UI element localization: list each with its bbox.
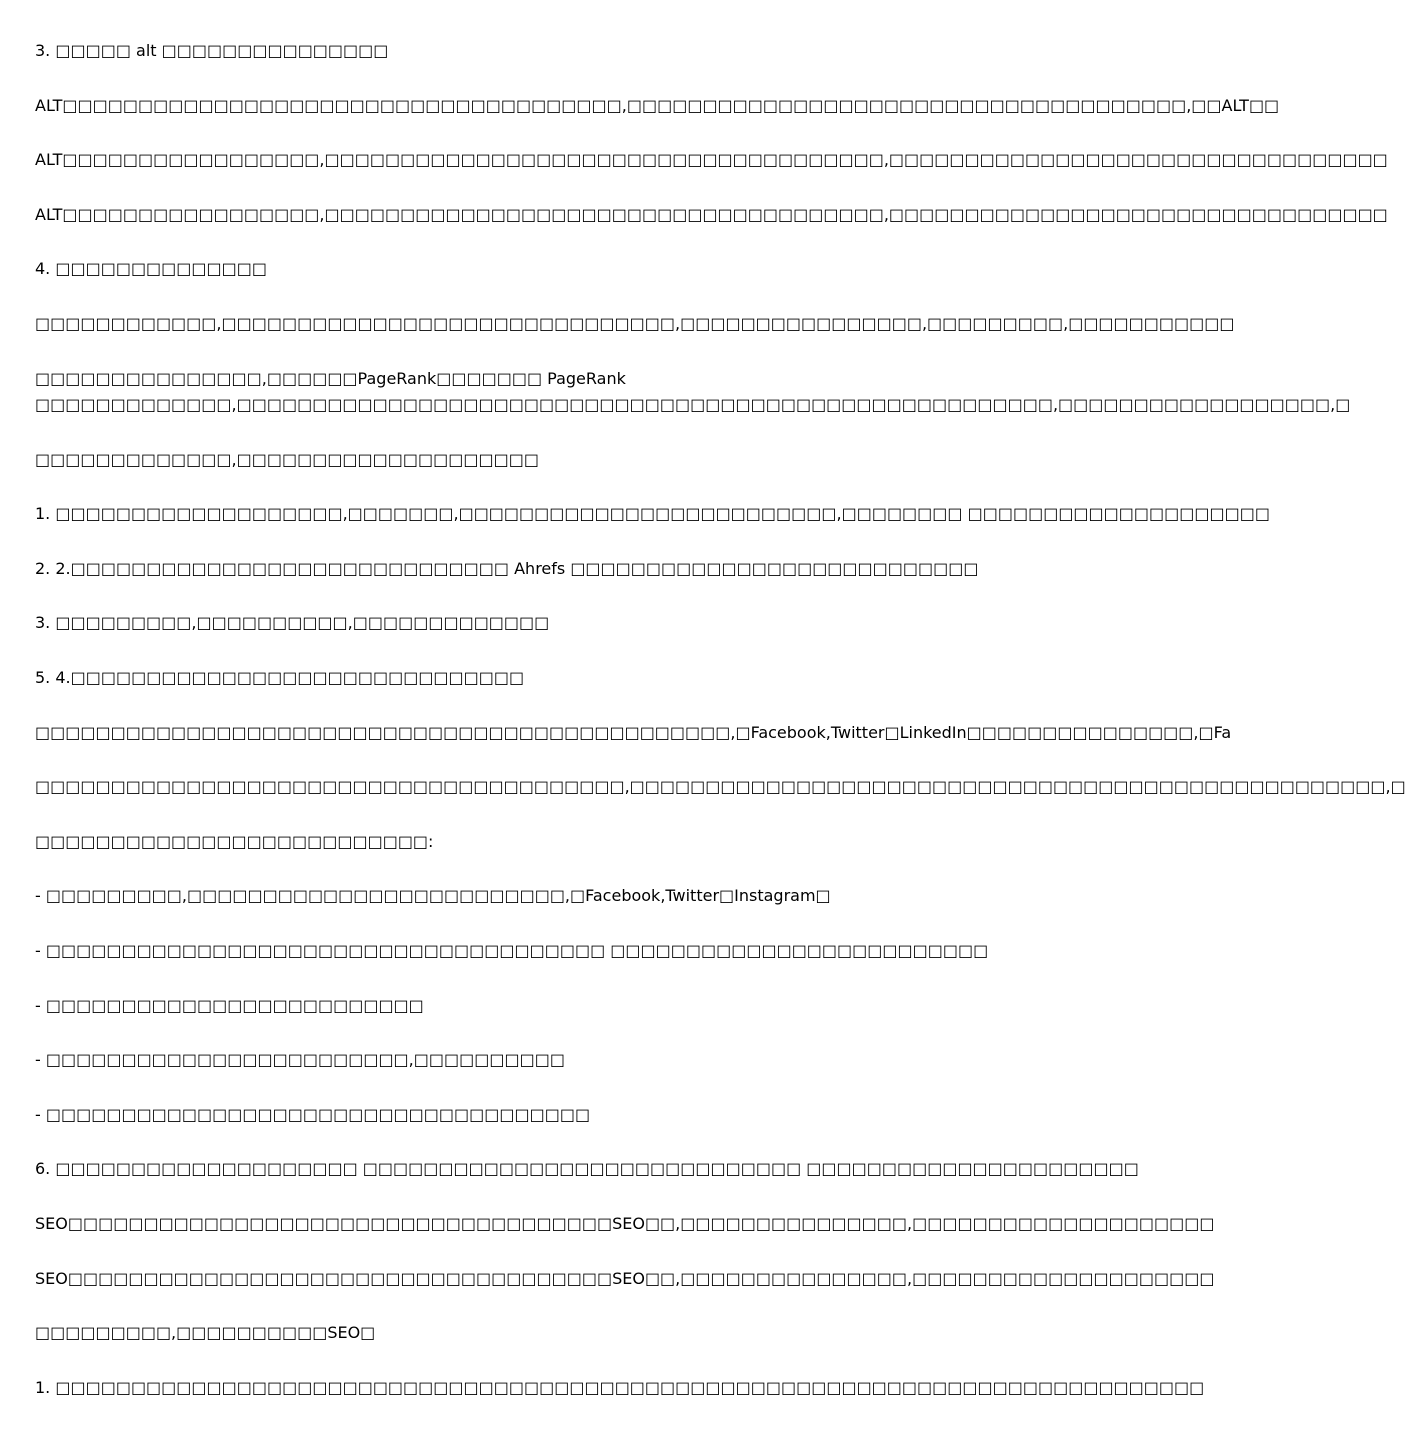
text-line: □□□□□□□□□□□□□□□□□□□□□□□□□□: [35,832,434,851]
text-line: □□□□□□□□□,□□□□□□□□□□SEO□ [35,1323,376,1342]
text-line: 2. 2.□□□□□□□□□□□□□□□□□□□□□□□□□□□□□ Ahrefs □□□□□□□□□□□□□□□□□□□□□□□□□□□ [35,559,979,578]
text-line: - □□□□□□□□□□□□□□□□□□□□□□□□□□□□□□□□□□□□□ □□□□□□□□□□□□□□□□□□□□□□□□□ [35,941,989,960]
text-line: - □□□□□□□□□□□□□□□□□□□□□□□□□ [35,996,424,1015]
text-line: SEO□□□□□□□□□□□□□□□□□□□□□□□□□□□□□□□□□□□□SEO□□,□□□□□□□□□□□□□□□,□□□□□□□□□□□□□□□□□□□□ [35,1214,1215,1233]
text-line: 5. 4.□□□□□□□□□□□□□□□□□□□□□□□□□□□□□□ [35,668,525,687]
text-line: □□□□□□□□□□□□□□□,□□□□□□PageRank□□□□□□□ PageRank [35,369,626,388]
text-line: 1. □□□□□□□□□□□□□□□□□□□□□□□□□□□□□□□□□□□□□□□□□□□□□□□□□□□□□□□□□□□□□□□□□□□□□□□□□□□□ [35,1378,1205,1397]
text-line: SEO□□□□□□□□□□□□□□□□□□□□□□□□□□□□□□□□□□□□SEO□□,□□□□□□□□□□□□□□□,□□□□□□□□□□□□□□□□□□□□ [35,1269,1215,1288]
text-line: ALT□□□□□□□□□□□□□□□□□□□□□□□□□□□□□□□□□□□□□,□□□□□□□□□□□□□□□□□□□□□□□□□□□□□□□□□□□□□,□□ALT□□ [35,96,1280,115]
text-line: 4. □□□□□□□□□□□□□□ [35,259,267,278]
text-line: 3. □□□□□ alt □□□□□□□□□□□□□□□ [35,41,389,60]
text-line: 3. □□□□□□□□□,□□□□□□□□□□,□□□□□□□□□□□□□ [35,613,550,632]
text-line: ALT□□□□□□□□□□□□□□□□□,□□□□□□□□□□□□□□□□□□□□□□□□□□□□□□□□□□□□□,□□□□□□□□□□□□□□□□□□□□□□□□□□□□□□□□□ [35,150,1388,169]
text-line: □□□□□□□□□□□□□□□□□□□□□□□□□□□□□□□□□□□□□□□,□□□□□□□□□□□□□□□□□□□□□□□□□□□□□□□□□□□□□□□□□□□□□□□□□□,□ [35,777,1406,796]
text-line: ALT□□□□□□□□□□□□□□□□□,□□□□□□□□□□□□□□□□□□□□□□□□□□□□□□□□□□□□□,□□□□□□□□□□□□□□□□□□□□□□□□□□□□□□□□□ [35,205,1388,224]
text-line: - □□□□□□□□□□□□□□□□□□□□□□□□□□□□□□□□□□□□ [35,1105,591,1124]
text-line: □□□□□□□□□□□□□,□□□□□□□□□□□□□□□□□□□□ [35,450,539,469]
document-page [35,0,1406,1449]
text-line: - □□□□□□□□□,□□□□□□□□□□□□□□□□□□□□□□□□□,□Facebook,Twitter□Instagram□ [35,886,831,905]
text-line: - □□□□□□□□□□□□□□□□□□□□□□□□,□□□□□□□□□□ [35,1050,565,1069]
text-line: 6. □□□□□□□□□□□□□□□□□□□□ □□□□□□□□□□□□□□□□□□□□□□□□□□□□□ □□□□□□□□□□□□□□□□□□□□□□ [35,1159,1139,1178]
text-line: □□□□□□□□□□□□□,□□□□□□□□□□□□□□□□□□□□□□□□□□□□□□□□□□□□□□□□□□□□□□□□□□□□□□,□□□□□□□□□□□□□□□□□□,□ [35,395,1351,414]
text-line: 1. □□□□□□□□□□□□□□□□□□□,□□□□□□□,□□□□□□□□□□□□□□□□□□□□□□□□□,□□□□□□□□ □□□□□□□□□□□□□□□□□□□□ [35,504,1270,523]
text-line: □□□□□□□□□□□□,□□□□□□□□□□□□□□□□□□□□□□□□□□□□□□,□□□□□□□□□□□□□□□□,□□□□□□□□□,□□□□□□□□□□□ [35,314,1235,333]
text-line: □□□□□□□□□□□□□□□□□□□□□□□□□□□□□□□□□□□□□□□□□□□□□□,□Facebook,Twitter□LinkedIn□□□□□□□□□□□□□□□,□Fa [35,723,1232,742]
